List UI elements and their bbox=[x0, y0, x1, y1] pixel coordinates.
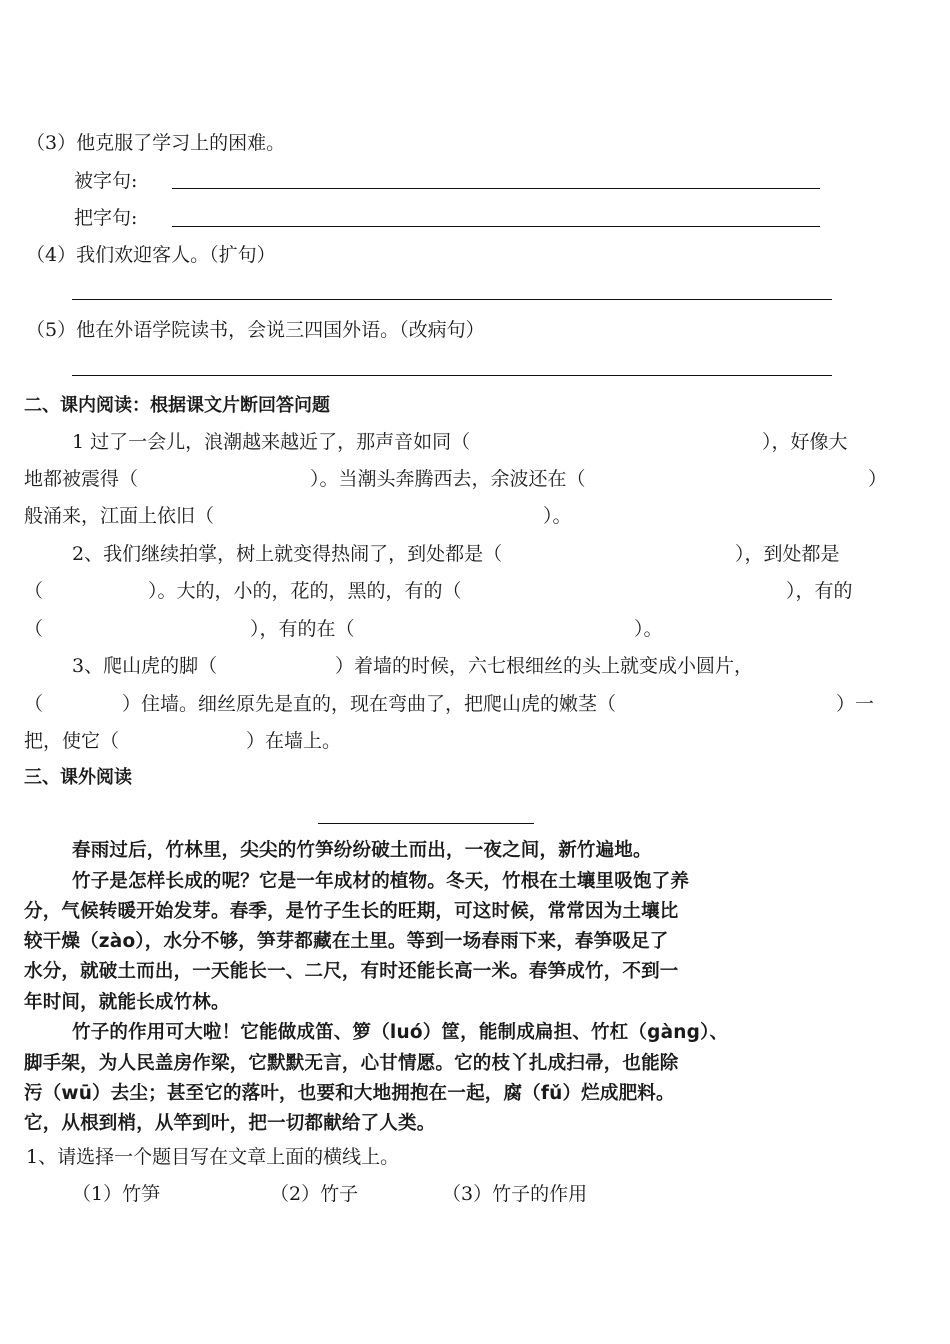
passage1-line3-b: ）。 bbox=[543, 505, 572, 527]
question-3: （3）他克服了学习上的困难。 bbox=[26, 132, 286, 154]
passage-paragraph-line: 年时间，就能长成竹林。 bbox=[24, 992, 230, 1013]
passage1-line2-c: ） bbox=[868, 468, 888, 490]
passage2-line3-b: ），有的在（ bbox=[250, 618, 355, 640]
passage2-line3-a: （ bbox=[24, 618, 44, 640]
passage-paragraph-line: 污（wū）去尘；甚至它的落叶，也要和大地拥抱在一起，腐（fǔ）烂成肥料。 bbox=[24, 1083, 675, 1104]
passage-paragraph-line: 它，从根到梢，从竿到叶，把一切都献给了人类。 bbox=[24, 1113, 436, 1134]
passage3-line3-a: 把，使它（ bbox=[24, 730, 120, 752]
passage2-line2-a: （ bbox=[24, 580, 44, 602]
title-answer-line[interactable] bbox=[318, 823, 534, 824]
section-2-heading: 二、课内阅读：根据课文片断回答问题 bbox=[24, 395, 330, 416]
passage2-line2-b: ）。大的，小的，花的，黑的，有的（ bbox=[148, 580, 462, 602]
ba-answer-line[interactable] bbox=[172, 226, 820, 227]
question-4: （4）我们欢迎客人。（扩句） bbox=[26, 244, 276, 266]
section-3-heading: 三、课外阅读 bbox=[24, 767, 132, 788]
ba-sentence-label: 把字句: bbox=[74, 207, 138, 229]
passage3-line2-c: ）一 bbox=[836, 693, 875, 715]
option-1[interactable]: （1）竹笋 bbox=[72, 1183, 161, 1205]
passage-paragraph-line: 竹子的作用可大啦！它能做成笛、箩（luó）筐，能制成扁担、竹杠（gàng）、 bbox=[72, 1022, 729, 1043]
q4-answer-line[interactable] bbox=[72, 299, 832, 300]
passage2-line1-a: 2、我们继续拍掌，树上就变得热闹了，到处都是（ bbox=[72, 543, 503, 565]
passage3-line1-a: 3、爬山虎的脚（ bbox=[72, 655, 218, 677]
passage2-line1-b: ），到处都是 bbox=[735, 543, 840, 565]
q5-answer-line[interactable] bbox=[72, 375, 832, 376]
passage-paragraph-line: 分，气候转暖开始发芽。春季，是竹子生长的旺期，可这时候，常常因为土壤比 bbox=[24, 901, 679, 922]
passage-paragraph-line: 春雨过后，竹林里，尖尖的竹笋纷纷破土而出，一夜之间，新竹遍地。 bbox=[72, 840, 652, 861]
passage3-line2-b: ）住墙。细丝原先是直的，现在弯曲了，把爬山虎的嫩茎（ bbox=[122, 693, 617, 715]
passage-paragraph-line: 水分，就破土而出，一天能长一、二尺，有时还能长高一米。春笋成竹，不到一 bbox=[24, 961, 679, 982]
question-5: （5）他在外语学院读书，会说三四国外语。（改病句） bbox=[26, 319, 485, 341]
bei-answer-line[interactable] bbox=[172, 188, 820, 189]
passage2-line3-c: ）。 bbox=[634, 618, 663, 640]
option-2[interactable]: （2）竹子 bbox=[270, 1183, 359, 1205]
passage1-line1-a: 1 过了一会儿，浪潮越来越近了，那声音如同（ bbox=[72, 431, 471, 453]
passage3-line3-b: ）在墙上。 bbox=[246, 730, 342, 752]
passage-paragraph-line: 较干燥（zào），水分不够，笋芽都藏在土里。等到一场春雨下来，春笋吸足了 bbox=[24, 931, 669, 952]
passage1-line1-b: ），好像大 bbox=[762, 431, 848, 453]
passage3-line1-b: ）着墙的时候，六七根细丝的头上就变成小圆片， bbox=[335, 655, 754, 677]
question-1: 1、请选择一个题目写在文章上面的横线上。 bbox=[26, 1146, 400, 1168]
passage-paragraph-line: 竹子是怎样长成的呢？它是一年成材的植物。冬天，竹根在土壤里吸饱了养 bbox=[72, 871, 690, 892]
passage1-line3-a: 般涌来，江面上依旧（ bbox=[24, 505, 215, 527]
passage2-line2-c: ），有的 bbox=[786, 580, 853, 602]
passage1-line2-b: ）。当潮头奔腾西去，余波还在（ bbox=[310, 468, 586, 490]
passage1-line2-a: 地都被震得（ bbox=[24, 468, 139, 490]
passage3-line2-a: （ bbox=[24, 693, 44, 715]
passage-paragraph-line: 脚手架，为人民盖房作梁，它默默无言，心甘情愿。它的枝丫扎成扫帚，也能除 bbox=[24, 1053, 679, 1074]
option-3[interactable]: （3）竹子的作用 bbox=[442, 1183, 588, 1205]
bei-sentence-label: 被字句: bbox=[74, 170, 138, 192]
